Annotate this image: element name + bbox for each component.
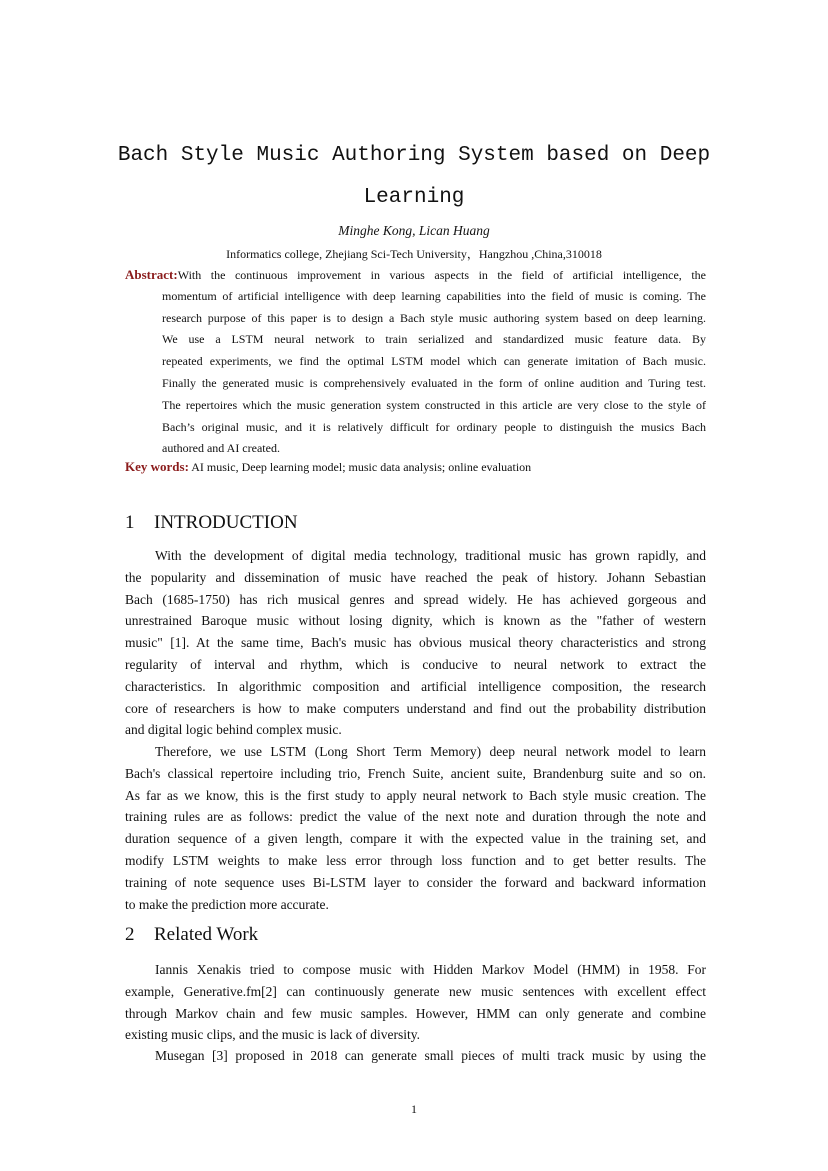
paragraph-intro-1: [125, 545, 706, 741]
paragraph-line: Musegan [3] proposed in 2018 can generate small pieces of multi track music by using the: [155, 1048, 706, 1063]
abstract-line: We use a LSTM neural network to train serialized and standardized music feature data. By: [162, 332, 706, 347]
paragraph-line: core of researchers is how to make computers understand and find out the probability distribution: [125, 700, 706, 716]
section-title: Related Work: [154, 924, 259, 945]
keywords-label: Key words:: [125, 459, 189, 474]
paragraph-line: to make the prediction more accurate.: [125, 896, 329, 912]
paragraph-line: characteristics. In algorithmic composition and artificial intelligence composition, the research: [125, 678, 706, 694]
page-number: 1: [411, 1102, 417, 1116]
paragraph-line: the popularity and dissemination of music have reached the peak of history. Johann Sebastian: [125, 569, 706, 585]
abstract-line: repeated experiments, we find the optimal LSTM model which can generate imitation of Bach music.: [162, 354, 706, 369]
section-title: INTRODUCTION: [154, 512, 298, 533]
paragraph-line: unrestrained Baroque music without losing dignity, which is known as the "father of western: [125, 613, 706, 629]
paragraph-line: regularity of interval and rhythm, which is conducive to neural network to extract the: [125, 656, 706, 672]
paragraph-line: training rules are as follows: predict the value of the next note and duration through the note and: [125, 809, 706, 825]
keywords-text: AI music, Deep learning model; music data analysis; online evaluation: [188, 460, 532, 474]
abstract-label: Abstract:: [125, 267, 178, 282]
paragraph-intro-2: [125, 741, 706, 915]
abstract-line: momentum of artificial intelligence with deep learning capabilities into the field of music is coming. The: [162, 288, 706, 303]
paragraph-line: Therefore, we use LSTM (Long Short Term Memory) deep neural network model to learn: [155, 744, 706, 759]
abstract: [125, 264, 706, 460]
paragraph-line: Bach's classical repertoire including trio, French Suite, ancient suite, Brandenburg suite and so on.: [125, 765, 706, 781]
paragraph-line: music" [1]. At the same time, Bach's music has obvious musical theory characteristics and strong: [125, 635, 706, 651]
paragraph-line: With the development of digital media technology, traditional music has grown rapidly, and: [155, 548, 706, 563]
section-heading-introduction: [125, 512, 298, 534]
paragraph-line: duration sequence of a given length, compare it with the expected value in the training set, and: [125, 831, 706, 847]
paragraph-line: Iannis Xenakis tried to compose music with Hidden Markov Model (HMM) in 1958. For: [155, 962, 706, 977]
paragraph-line: modify LSTM weights to make less error through loss function and to get better results. The: [125, 852, 706, 868]
section-number: 1: [125, 512, 135, 533]
paragraph-related-1: [125, 959, 706, 1046]
paragraph-line: Bach (1685-1750) has rich musical genres and spread widely. He has achieved gorgeous and: [125, 591, 706, 607]
paragraph-line: and digital logic behind complex music.: [125, 722, 342, 738]
paragraph-line: through Markov chain and few music samples. However, HMM can only generate and combine: [125, 1005, 706, 1021]
paragraph-line: example, Generative.fm[2] can continuously generate new music sentences with excellent effect: [125, 983, 706, 999]
affiliation: Informatics college, Zhejiang Sci-Tech University，Hangzhou ,China,310018: [226, 247, 602, 261]
paper-title-line-2: Learning: [363, 186, 465, 209]
abstract-line: authored and AI created.: [162, 441, 280, 456]
abstract-line: Bach’s original music, and it is relatively difficult for ordinary people to distinguish the musics Bach: [162, 419, 706, 434]
abstract-line: research purpose of this paper is to design a Bach style music authoring system based on deep learning.: [162, 310, 706, 325]
paper-title-line-1: Bach Style Music Authoring System based on Deep: [117, 144, 711, 167]
paragraph-line: training of note sequence uses Bi-LSTM layer to consider the forward and backward information: [125, 874, 706, 890]
paragraph-related-2: [125, 1045, 706, 1067]
authors: Minghe Kong, Lican Huang: [338, 223, 490, 238]
keywords: [125, 459, 531, 475]
section-heading-related-work: [125, 924, 258, 946]
abstract-line: The repertoires which the music generation system constructed in this article are very close to the style of: [162, 397, 706, 412]
paragraph-line: existing music clips, and the music is lack of diversity.: [125, 1027, 420, 1043]
abstract-line: Finally the generated music is comprehensively evaluated in the form of online audition and Turing test.: [162, 375, 706, 390]
section-number: 2: [125, 924, 135, 945]
abstract-line: With the continuous improvement in various aspects in the field of artificial intelligence, the: [177, 268, 706, 282]
paragraph-line: As far as we know, this is the first study to apply neural network to Bach style music creation. The: [125, 787, 706, 803]
